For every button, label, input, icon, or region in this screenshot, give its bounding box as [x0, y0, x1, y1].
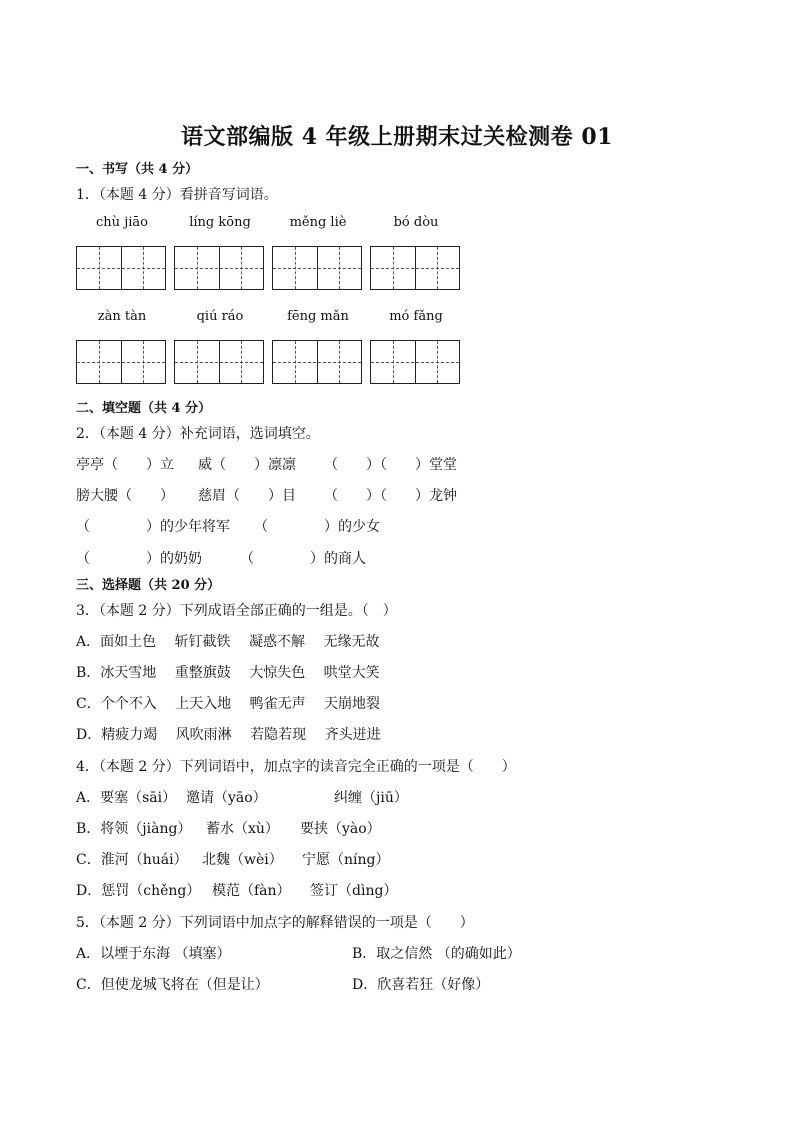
q5-prompt: 5．（本题 2 分）下列词语中加点字的解释错误的一项是（ ） [76, 915, 474, 931]
fill-blank-item[interactable]: 慈眉（ ）目 [198, 488, 296, 504]
q4-option-d-word: 模范（fàn） [212, 883, 291, 899]
pinyin-label: chù jiāo [96, 215, 148, 230]
q1-prompt: 1．（本题 4 分）看拼音写词语。 [76, 187, 278, 203]
q4-prompt: 4．（本题 2 分）下列词语中，加点字的读音完全正确的一项是（ ） [76, 759, 516, 775]
writing-grid[interactable] [174, 340, 264, 384]
q4-option-a-word: 邀请（yāo） [186, 790, 267, 806]
fill-blank-item[interactable]: （ ）（ ）龙钟 [324, 488, 457, 504]
fill-blank-item[interactable]: （ ）（ ）堂堂 [324, 457, 457, 473]
q4-option-d[interactable]: D．惩罚（chěng） [76, 883, 201, 899]
section-heading-3: 三、选择题（共 20 分） [76, 578, 221, 593]
page-title: 语文部编版 4 年级上册期末过关检测卷 01 [181, 124, 613, 150]
q3-option-c[interactable]: C．个个不入 上天入地 鸭雀无声 天崩地裂 [76, 696, 381, 712]
pinyin-label: měng liè [289, 215, 347, 230]
q4-option-b-word: 蓄水（xù） [206, 821, 279, 837]
section-heading-2: 二、填空题（共 4 分） [76, 401, 212, 416]
pinyin-label: mó fǎng [389, 309, 443, 324]
fill-blank-item[interactable]: （ ）的少年将军 [76, 519, 230, 535]
writing-grid[interactable] [272, 246, 362, 290]
writing-grid[interactable] [370, 246, 460, 290]
q4-option-a-word: 纠缠（jiū） [334, 790, 408, 806]
q2-prompt: 2．（本题 4 分）补充词语，选词填空。 [76, 426, 320, 442]
q3-option-d[interactable]: D．精疲力竭 风吹雨淋 若隐若现 齐头迸进 [76, 727, 381, 743]
q4-option-d-word: 签订（dìng） [310, 883, 398, 899]
writing-grid[interactable] [76, 340, 166, 384]
pinyin-label: qiú ráo [196, 309, 244, 324]
fill-blank-item[interactable]: 膀大腰（ ） [76, 488, 174, 504]
q3-option-a[interactable]: A．面如土色 斩钉截铁 凝惑不解 无缘无故 [76, 634, 380, 650]
pinyin-label: bó dòu [393, 215, 439, 230]
fill-blank-item[interactable]: （ ）的少女 [254, 519, 380, 535]
q5-option-d[interactable]: D．欣喜若狂（好像） [352, 977, 490, 993]
q4-option-c-word: 宁愿（níng） [302, 852, 390, 868]
q4-option-c[interactable]: C．淮河（huái） [76, 852, 188, 868]
q4-option-c-word: 北魏（wèi） [202, 852, 283, 868]
q5-option-a[interactable]: A．以堙于东海 （填塞） [76, 946, 231, 962]
q4-option-a[interactable]: A．要塞（sāi） [76, 790, 177, 806]
writing-grid[interactable] [174, 246, 264, 290]
writing-grid[interactable] [272, 340, 362, 384]
fill-blank-item[interactable]: （ ）的商人 [240, 551, 366, 567]
pinyin-label: zàn tàn [97, 309, 147, 324]
section-heading-1: 一、书写（共 4 分） [76, 162, 199, 177]
pinyin-label: fēng mǎn [287, 309, 349, 324]
writing-grid[interactable] [370, 340, 460, 384]
fill-blank-item[interactable]: 威（ ）凛凛 [198, 457, 296, 473]
pinyin-label: líng kōng [189, 215, 251, 230]
q3-prompt: 3．（本题 2 分）下列成语全部正确的一组是。（ ） [76, 603, 397, 619]
q3-option-b[interactable]: B．冰天雪地 重整旗鼓 大惊失色 哄堂大笑 [76, 665, 380, 681]
writing-grid[interactable] [76, 246, 166, 290]
q5-option-c[interactable]: C．但使龙城飞将在（但是让） [76, 977, 269, 993]
q4-option-b-word: 要挟（yào） [300, 821, 381, 837]
q4-option-b[interactable]: B．将领（jiàng） [76, 821, 192, 837]
fill-blank-item[interactable]: （ ）的奶奶 [76, 551, 202, 567]
fill-blank-item[interactable]: 亭亭（ ）立 [76, 457, 174, 473]
q5-option-b[interactable]: B．取之信然 （的确如此） [352, 946, 521, 962]
